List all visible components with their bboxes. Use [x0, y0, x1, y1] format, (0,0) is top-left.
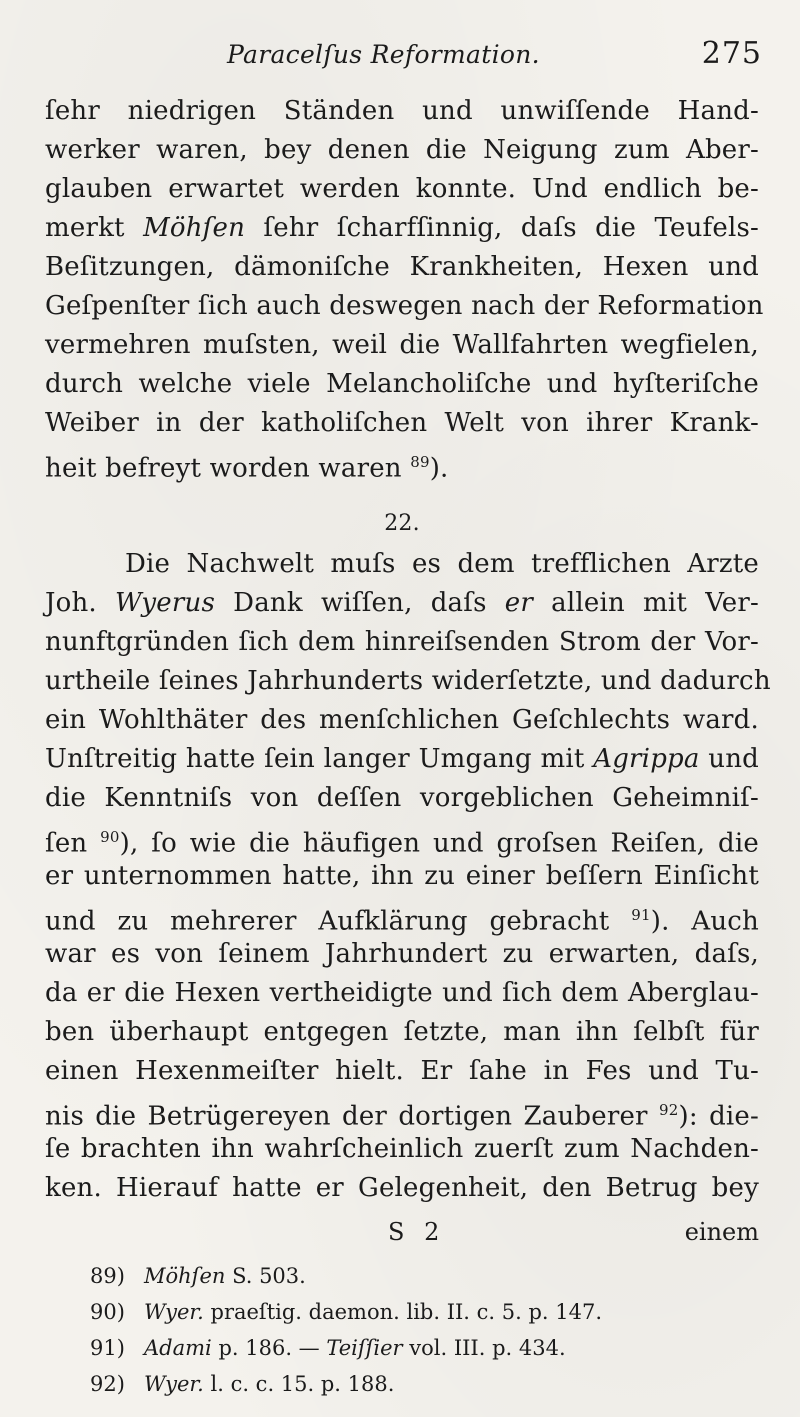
- text-line: werker waren, bey denen die Neigung zum Aber-: [45, 135, 759, 165]
- text-line: Die Nachwelt muſs es dem trefflichen Arzte: [125, 549, 759, 579]
- text-line: ſe brachten ihn wahrſcheinlich zuerſt zum Nachden-: [45, 1134, 759, 1164]
- signature-line: [45, 1212, 759, 1252]
- footnote-number: 89): [90, 1264, 125, 1288]
- footnote-author: Adami: [144, 1336, 212, 1360]
- text-line: Geſpenſter ſich auch deswegen nach der Reformation: [45, 291, 764, 321]
- text-segment: und: [699, 744, 759, 774]
- text-line: [45, 818, 759, 857]
- text-segment: ): die-: [678, 1101, 760, 1132]
- text-line: er unternommen hatte, ihn zu einer beſſern Einſicht: [45, 861, 759, 891]
- section-number: 22.: [384, 511, 420, 536]
- text-segment: merkt: [45, 213, 144, 243]
- text-segment: und zu mehrerer Aufklärung gebracht: [45, 906, 632, 937]
- footnote: [90, 1366, 740, 1402]
- text-segment: Dank wiſſen, daſs: [215, 588, 505, 618]
- footnote: [90, 1294, 740, 1330]
- text-segment: ſen: [45, 828, 101, 859]
- text-line: Beſitzungen, dämoniſche Krankheiten, Hexen und: [45, 252, 759, 282]
- text-line: war es von ſeinem Jahrhundert zu erwarten, daſs,: [45, 939, 759, 969]
- footnote: [90, 1258, 740, 1294]
- text-line: ſehr niedrigen Ständen und unwiſſende Hand-: [45, 96, 759, 126]
- emphasis-italic: er: [504, 588, 533, 618]
- text-line: [45, 896, 759, 935]
- footnote-author: Wyer.: [144, 1300, 204, 1324]
- text-line: durch welche viele Melancholiſche und hyſteriſche: [45, 369, 759, 399]
- text-segment: heit befreyt worden waren: [45, 453, 411, 484]
- text-line: da er die Hexen vertheidigte und ſich dem Aberglau-: [45, 978, 759, 1008]
- footnote-text: vol. III. p. 434.: [402, 1336, 566, 1360]
- footnote-number: 91): [90, 1336, 125, 1360]
- running-title: Paracelſus Reformation.: [227, 40, 540, 69]
- footnote-reference: 92: [658, 1101, 679, 1119]
- page-header: [45, 36, 762, 76]
- footnote-text: l. c. c. 15. p. 188.: [203, 1372, 395, 1396]
- footnote: [90, 1330, 740, 1366]
- footnote-author: Möhſen: [144, 1264, 226, 1288]
- text-segment: ).: [429, 453, 449, 484]
- text-line: die Kenntniſs von deſſen vorgeblichen Geheimniſ-: [45, 783, 759, 813]
- author-name-italic: Agrippa: [593, 744, 700, 774]
- text-line: vermehren muſsten, weil die Wallfahrten wegfielen,: [45, 330, 759, 360]
- text-line: [45, 209, 759, 248]
- text-line: Weiber in der katholiſchen Welt von ihrer Krank-: [45, 408, 759, 438]
- text-line: einen Hexenmeiſter hielt. Er ſahe in Fes und Tu-: [45, 1056, 759, 1086]
- author-name-italic: Wyerus: [115, 588, 215, 618]
- author-name-italic: Möhſen: [143, 213, 246, 243]
- footnote-reference: 90: [100, 828, 120, 846]
- footnote-text: S. 503.: [225, 1264, 306, 1288]
- text-line: ben überhaupt entgegen ſetzte, man ihn ſelbſt für: [45, 1017, 759, 1047]
- text-segment: nis die Betrügereyen der dortigen Zauberer: [45, 1101, 659, 1132]
- text-line: glauben erwartet werden konnte. Und endlich be-: [45, 174, 759, 204]
- text-segment: allein mit Ver-: [532, 588, 760, 618]
- paragraph-1: [45, 92, 764, 484]
- paragraph-2: [45, 545, 771, 1208]
- text-line: nunftgründen ſich dem hinreiſsenden Strom der Vor-: [45, 627, 759, 657]
- footnote-number: 92): [90, 1372, 125, 1396]
- footnote-reference: 91: [631, 906, 651, 924]
- text-line: [45, 443, 759, 482]
- catchword: einem: [684, 1218, 759, 1246]
- text-segment: ſehr ſcharfſinnig, daſs die Teufels-: [245, 213, 760, 243]
- footnotes: [90, 1258, 740, 1402]
- text-line: [45, 740, 759, 779]
- text-segment: Unſtreitig hatte ſein langer Umgang mit: [45, 744, 594, 774]
- footnote-author: Teiſſier: [326, 1336, 403, 1360]
- text-line: ken. Hierauf hatte er Gelegenheit, den Betrug bey: [45, 1173, 759, 1203]
- text-line: urtheile ſeines Jahrhunderts widerſetzte, und dadurch: [45, 666, 771, 696]
- footnote-text: p. 186. —: [211, 1336, 327, 1360]
- text-segment: ). Auch: [650, 906, 759, 937]
- text-line: [45, 584, 759, 623]
- footnote-reference: 89: [410, 453, 430, 471]
- text-segment: ), ſo wie die häufigen und groſsen Reiſen, die: [119, 828, 759, 859]
- signature-mark: S 2: [388, 1218, 446, 1246]
- text-line: ein Wohlthäter des menſchlichen Geſchlechts ward.: [45, 705, 759, 735]
- text-segment: Joh.: [45, 588, 116, 618]
- body-text: [45, 92, 771, 1208]
- text-line: [45, 1091, 759, 1130]
- footnote-author: Wyer.: [144, 1372, 204, 1396]
- footnote-text: praeſtig. daemon. lib. II. c. 5. p. 147.: [203, 1300, 603, 1324]
- footnote-number: 90): [90, 1300, 125, 1324]
- page-number: 275: [701, 36, 762, 71]
